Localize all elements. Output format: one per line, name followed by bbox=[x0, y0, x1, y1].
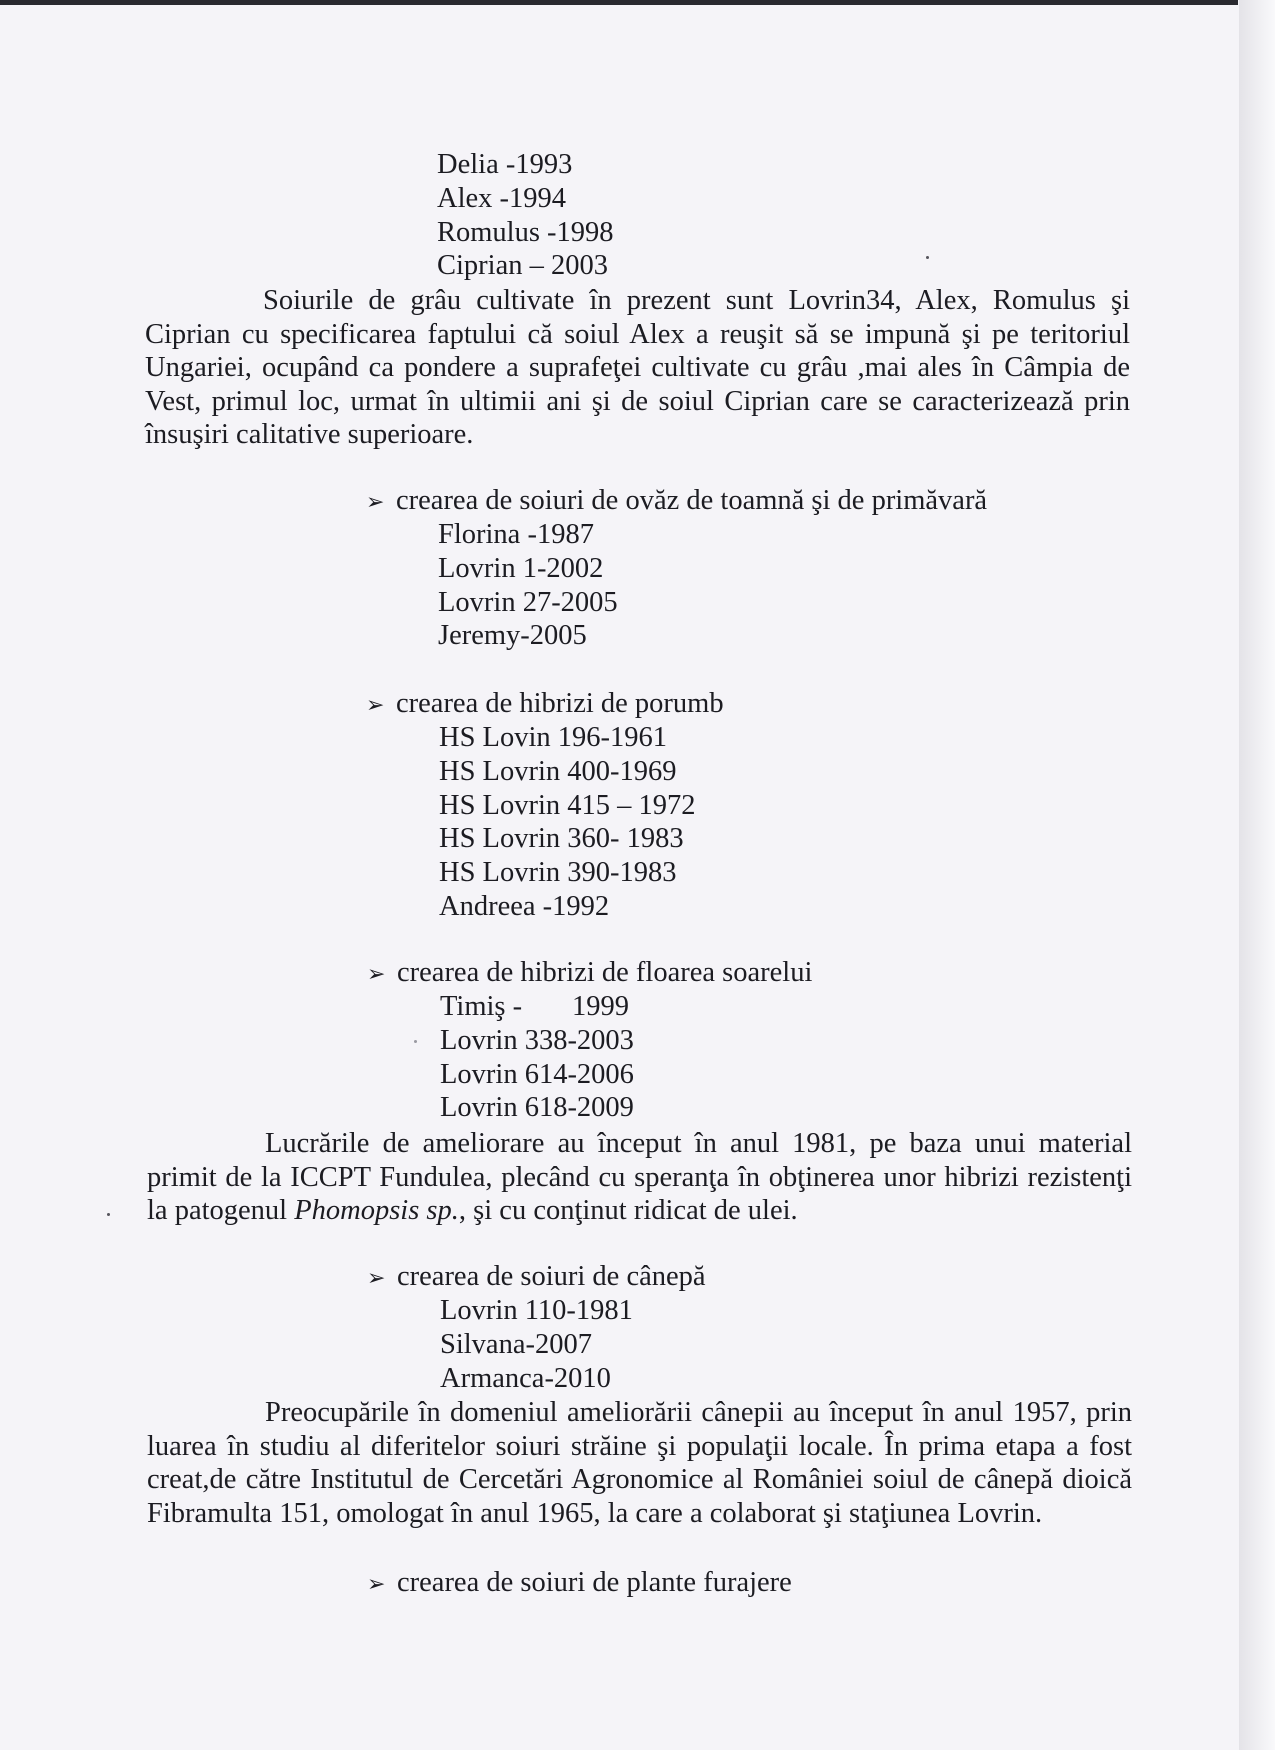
hemp-varieties-list bbox=[440, 1294, 633, 1395]
sunflower-paragraph bbox=[147, 1127, 1132, 1228]
arrow-bullet-icon: ➢ bbox=[367, 1266, 386, 1291]
list-item: HS Lovrin 415 – 1972 bbox=[439, 789, 696, 821]
wheat-paragraph bbox=[145, 284, 1130, 452]
sunflower-paragraph-text: Lucrările de ameliorare au început în anul 1981, pe baza unui material primit de la ICCPT Fundulea, plecând cu speranţa în obţinerea unor hibrizi rezistenţi la patogenul bbox=[147, 1128, 1132, 1227]
list-item: HS Lovrin 400-1969 bbox=[439, 755, 677, 787]
arrow-bullet-icon: ➢ bbox=[367, 1572, 386, 1597]
hemp-paragraph-text: Preocupările în domeniul ameliorării cânepii au început în anul 1957, prin luarea în studiu al diferitelor soiuri străine şi populaţii locale. În prima etapa a fost creat,de către Institutul de Cercetări Agronomice al României soiul de cânepă dioică Fibramulta 151, omologat în anul 1965, la care a colaborat şi staţiunea Lovrin. bbox=[147, 1397, 1132, 1529]
oats-heading bbox=[366, 484, 987, 520]
list-item: Lovrin 618-2009 bbox=[440, 1092, 634, 1124]
maize-heading bbox=[366, 687, 724, 723]
list-item: Lovrin 614-2006 bbox=[440, 1058, 634, 1090]
scan-speck bbox=[107, 1213, 110, 1216]
scan-speck bbox=[414, 1040, 417, 1043]
oats-varieties-list bbox=[438, 518, 618, 653]
hemp-heading-text: crearea de soiuri de cânepă bbox=[397, 1261, 706, 1292]
list-item: Florina -1987 bbox=[438, 519, 594, 550]
list-item: Romulus -1998 bbox=[437, 216, 614, 248]
list-item: Lovrin 110-1981 bbox=[440, 1295, 633, 1326]
sunflower-hybrids-list bbox=[440, 990, 634, 1125]
sunflower-paragraph-end: , şi cu conţinut ridicat de ulei. bbox=[458, 1195, 798, 1227]
list-item: Delia -1993 bbox=[437, 149, 573, 180]
list-item: Silvana-2007 bbox=[440, 1328, 592, 1360]
list-item: Armanca-2010 bbox=[440, 1362, 611, 1394]
list-item: Lovrin 27-2005 bbox=[438, 586, 618, 618]
list-item: HS Lovrin 360- 1983 bbox=[439, 823, 684, 855]
pathogen-name: Phomopsis sp. bbox=[294, 1195, 459, 1227]
list-item: Lovrin 338-2003 bbox=[440, 1024, 634, 1056]
list-item: Andreea -1992 bbox=[439, 890, 610, 922]
scan-top-edge bbox=[0, 0, 1238, 5]
scan-speck bbox=[926, 256, 929, 259]
sunflower-heading-text: crearea de hibrizi de floarea soarelui bbox=[397, 957, 813, 988]
list-item: Alex -1994 bbox=[437, 182, 567, 214]
list-item: HS Lovrin 390-1983 bbox=[439, 857, 677, 889]
forage-heading bbox=[367, 1566, 792, 1602]
hemp-paragraph bbox=[147, 1396, 1132, 1530]
forage-heading-text: crearea de soiuri de plante furajere bbox=[397, 1567, 792, 1598]
list-item: Lovrin 1-2002 bbox=[438, 552, 604, 584]
list-item: Timiş - 1999 bbox=[440, 991, 629, 1022]
maize-hybrids-list bbox=[439, 721, 696, 924]
arrow-bullet-icon: ➢ bbox=[367, 962, 386, 987]
hemp-heading bbox=[367, 1260, 706, 1296]
wheat-paragraph-text: Soiurile de grâu cultivate în prezent sunt Lovrin34, Alex, Romulus şi Ciprian cu specificarea faptului că soiul Alex a reuşit să se impună şi pe teritoriul Ungariei, ocupând ca pondere a suprafeţei cultivate cu grâu ,mai ales în Câmpia de Vest, primul loc, urmat în ultimii ani şi de soiul Ciprian care se caracterizează prin însuşiri calitative superioare. bbox=[145, 285, 1130, 451]
scan-right-edge bbox=[1239, 0, 1275, 1750]
list-item: Ciprian – 2003 bbox=[437, 250, 608, 282]
arrow-bullet-icon: ➢ bbox=[366, 490, 385, 515]
oats-heading-text: crearea de soiuri de ovăz de toamnă şi de primăvară bbox=[396, 485, 988, 516]
arrow-bullet-icon: ➢ bbox=[366, 693, 385, 718]
wheat-varieties-list bbox=[437, 148, 614, 283]
list-item: HS Lovin 196-1961 bbox=[439, 722, 667, 753]
sunflower-heading bbox=[367, 956, 812, 992]
maize-heading-text: crearea de hibrizi de porumb bbox=[396, 688, 724, 719]
list-item: Jeremy-2005 bbox=[438, 620, 587, 652]
